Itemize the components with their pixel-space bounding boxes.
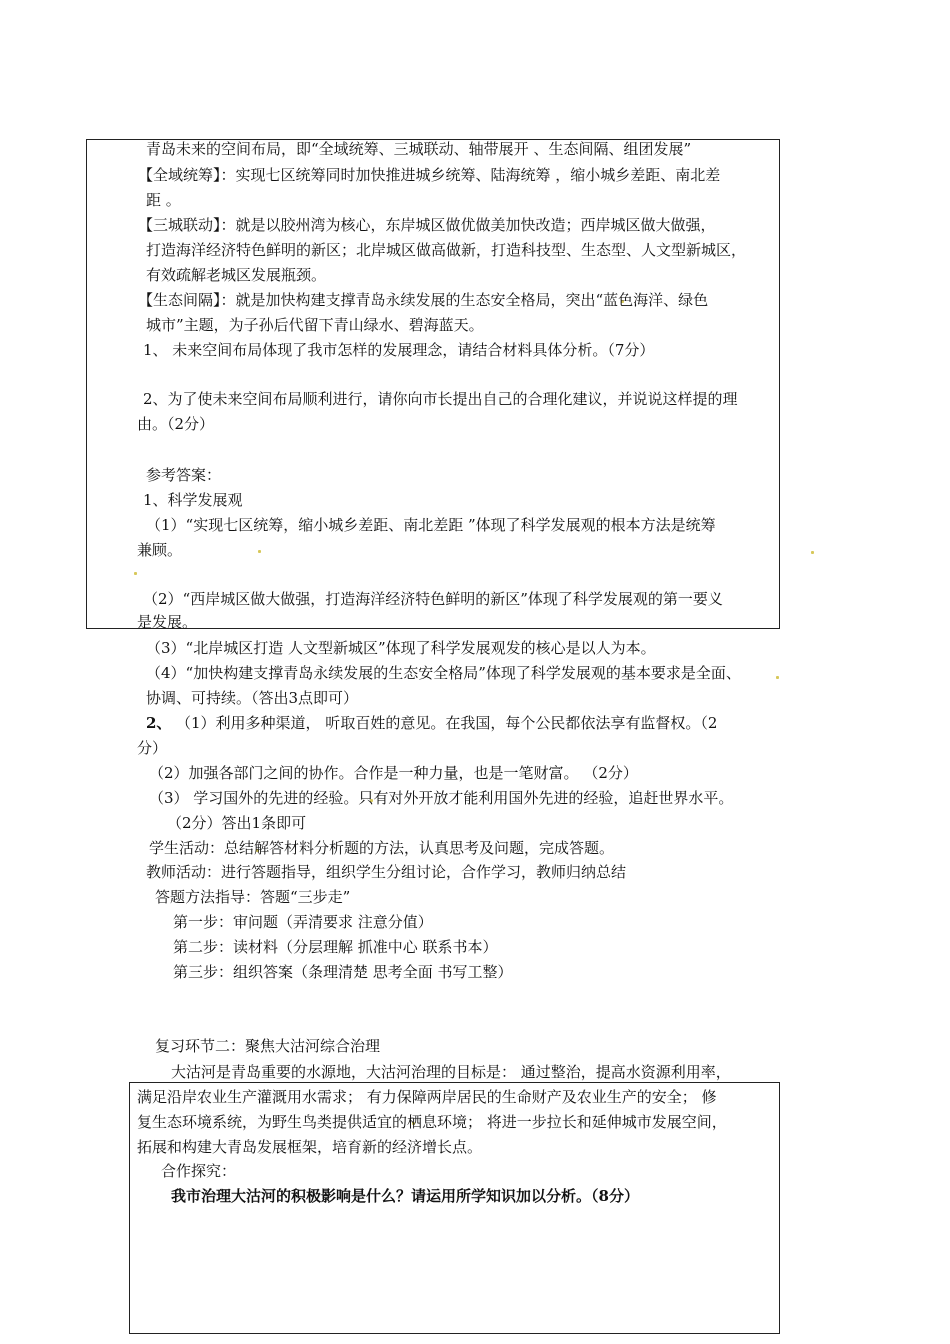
- step-1: 第一步：审问题（弄清要求 注意分值）: [173, 913, 433, 931]
- answer-1-2-line1: （2）“西岸城区做大做强，打造海洋经济特色鲜明的新区”体现了科学发展观的第一要义: [143, 590, 723, 608]
- question-1: 1、 未来空间布局体现了我市怎样的发展理念，请结合材料具体分析。（7分）: [143, 341, 655, 359]
- question-2-line1: 2、为了使未来空间布局顺利进行，请你向市长提出自己的合理化建议，并说说这样提的理: [143, 390, 738, 408]
- material-quanyu-line2: 距 。: [146, 191, 181, 209]
- decorative-dot: [776, 676, 779, 679]
- material-2-line4: 拓展和构建大青岛发展框架，培育新的经济增长点。: [137, 1138, 483, 1156]
- teacher-activity: 教师活动：进行答题指导，组织学生分组讨论，合作学习，教师归纳总结: [146, 863, 627, 881]
- decorative-dot: [258, 550, 261, 553]
- answer-2-3: （3） 学习国外的先进的经验。只有对外开放才能利用国外先进的经验，追赶世界水平。: [149, 789, 734, 807]
- material-shengtai-line2: 城市”主题，为子孙后代留下青山绿水、碧海蓝天。: [146, 316, 484, 334]
- answer-1-1-line2: 兼顾。: [137, 541, 183, 559]
- answer-2-1-line1: （1）利用多种渠道， 听取百姓的意见。在我国，每个公民都依法享有监督权。（2: [176, 714, 718, 732]
- answer-1-1-line1: （1）“实现七区统筹，缩小城乡差距、南北差距 ”体现了科学发展观的根本方法是统筹: [146, 516, 716, 534]
- answer-1-4-line2: 协调、可持续。（答出3点即可）: [146, 689, 359, 707]
- material-shengtai-line1: 【生态间隔】：就是加快构建支撑青岛永续发展的生态安全格局，突出“蓝色海洋、绿色: [138, 291, 709, 309]
- section-2-title: 复习环节二：聚焦大沽河综合治理: [155, 1037, 381, 1055]
- material-quanyu-line1: 【全域统筹】：实现七区统筹同时加快推进城乡统筹、陆海统筹 ，缩小城乡差距、南北差: [138, 166, 721, 184]
- section-2-question: 我市治理大沽河的积极影响是什么？请运用所学知识加以分析。（8分）: [171, 1187, 639, 1205]
- question-2-line2: 由。（2分）: [137, 415, 215, 433]
- material-sancheng-line2: 打造海洋经济特色鲜明的新区；北岸城区做高做新，打造科技型、生态型、人文型新城区，: [146, 241, 747, 259]
- material-2-line1: 大沽河是青岛重要的水源地，大沽河治理的目标是： 通过整治，提高水资源利用率，: [171, 1063, 731, 1081]
- answer-2-note: （2分）答出1条即可: [167, 814, 307, 832]
- material-2-line3: 复生态环境系统，为野生鸟类提供适宜的栖息环境； 将进一步拉长和延伸城市发展空间，: [137, 1113, 727, 1131]
- answer-1-4-line1: （4）“加快构建支撑青岛永续发展的生态安全格局”体现了科学发展观的基本要求是全面、: [146, 664, 741, 682]
- material-sancheng-line3: 有效疏解老城区发展瓶颈。: [146, 266, 327, 284]
- answer-2-2: （2）加强各部门之间的协作。合作是一种力量，也是一笔财富。 （2分）: [149, 764, 638, 782]
- answer-2-1-line2: 分）: [137, 739, 168, 757]
- decorative-dot: [134, 572, 137, 575]
- step-2: 第二步：读材料（分层理解 抓准中心 联系书本）: [173, 938, 498, 956]
- material-box-1: [86, 139, 780, 629]
- answer-1-title: 1、科学发展观: [143, 491, 243, 509]
- cooperation-label: 合作探究：: [161, 1162, 237, 1180]
- material-2-line2: 满足沿岸农业生产灌溉用水需求； 有力保障两岸居民的生命财产及农业生产的安全； 修: [137, 1088, 717, 1106]
- student-activity: 学生活动：总结解答材料分析题的方法，认真思考及问题，完成答题。: [149, 839, 615, 857]
- answer-method: 答题方法指导：答题“三步走”: [155, 888, 351, 906]
- answer-1-2-line2: 是发展。: [137, 613, 198, 631]
- answer-2-number: 2、: [146, 714, 172, 732]
- answers-heading: 参考答案：: [146, 466, 222, 484]
- decorative-dot: [811, 551, 814, 554]
- step-3: 第三步：组织答案（条理清楚 思考全面 书写工整）: [173, 963, 513, 981]
- answer-1-3: （3）“北岸城区打造 人文型新城区”体现了科学发展观发的核心是以人为本。: [146, 639, 656, 657]
- material-intro: 青岛未来的空间布局，即“全域统筹、三城联动、轴带展开 、生态间隔、组团发展”: [146, 140, 692, 158]
- material-sancheng-line1: 【三城联动】：就是以胶州湾为核心，东岸城区做优做美加快改造；西岸城区做大做强，: [138, 216, 716, 234]
